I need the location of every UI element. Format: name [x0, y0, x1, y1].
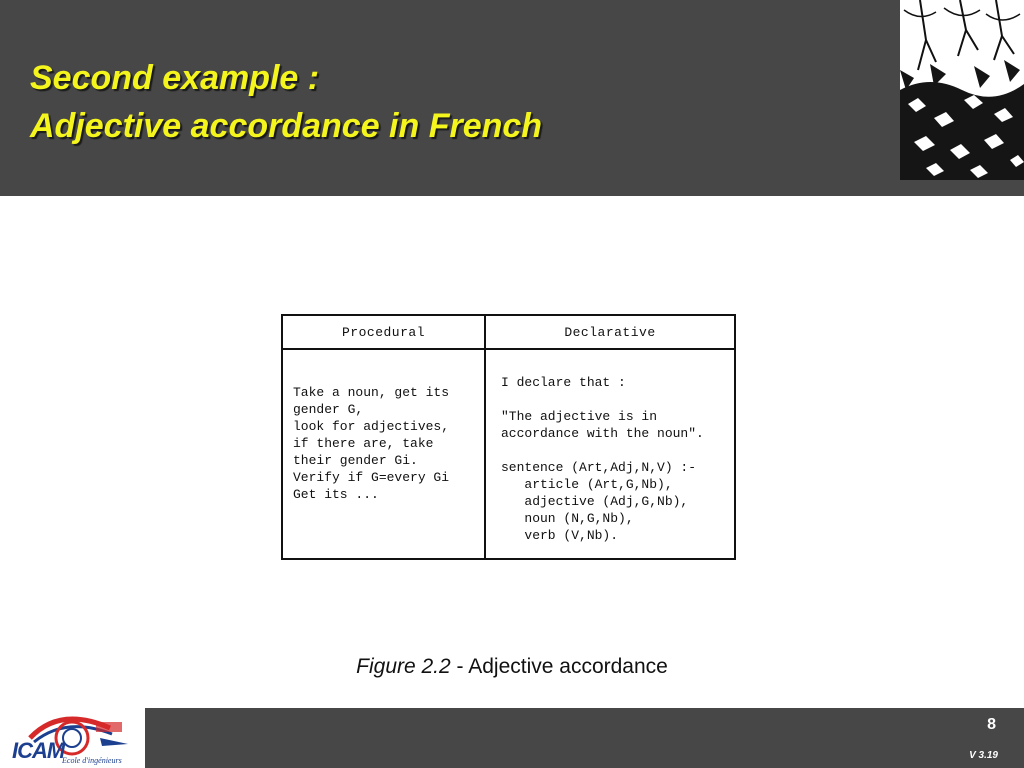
- caption-separator: -: [450, 655, 469, 678]
- footer-bar: [0, 708, 1024, 768]
- table-header-row: [282, 315, 735, 349]
- procedural-cell: Take a noun, get its gender G, look for adjectives, if there are, take their gender Gi. Verify if G=every Gi Get its ...: [282, 349, 485, 559]
- title-line-2: Adjective accordance in French: [30, 107, 543, 145]
- figure-number: Figure 2.2: [356, 655, 451, 678]
- header-procedural: Procedural: [282, 315, 485, 349]
- declarative-cell: I declare that : "The adjective is in accordance with the noun". sentence (Art,Adj,N,V) :- article (Art,G,Nb), adjective (Adj,G,Nb), noun (N,G,Nb), verb (V,Nb).: [485, 349, 735, 559]
- page-number: 8: [987, 716, 996, 733]
- slide-title: [30, 54, 542, 150]
- title-line-1: Second example :: [30, 59, 320, 97]
- logo-text: ICAM: [12, 738, 65, 763]
- logo: [0, 708, 145, 768]
- table-row: [282, 349, 735, 559]
- comparison-table-wrap: [281, 314, 734, 560]
- header-declarative: Declarative: [485, 315, 735, 349]
- comparison-table: [281, 314, 736, 560]
- engraving-image: [900, 0, 1024, 180]
- header-illustration: [900, 0, 1024, 180]
- logo-subtitle: Ecole d'ingénieurs: [62, 756, 122, 765]
- version-label: V 3.19: [969, 750, 998, 761]
- caption-text: Adjective accordance: [468, 655, 668, 678]
- figure-caption: [0, 655, 1024, 679]
